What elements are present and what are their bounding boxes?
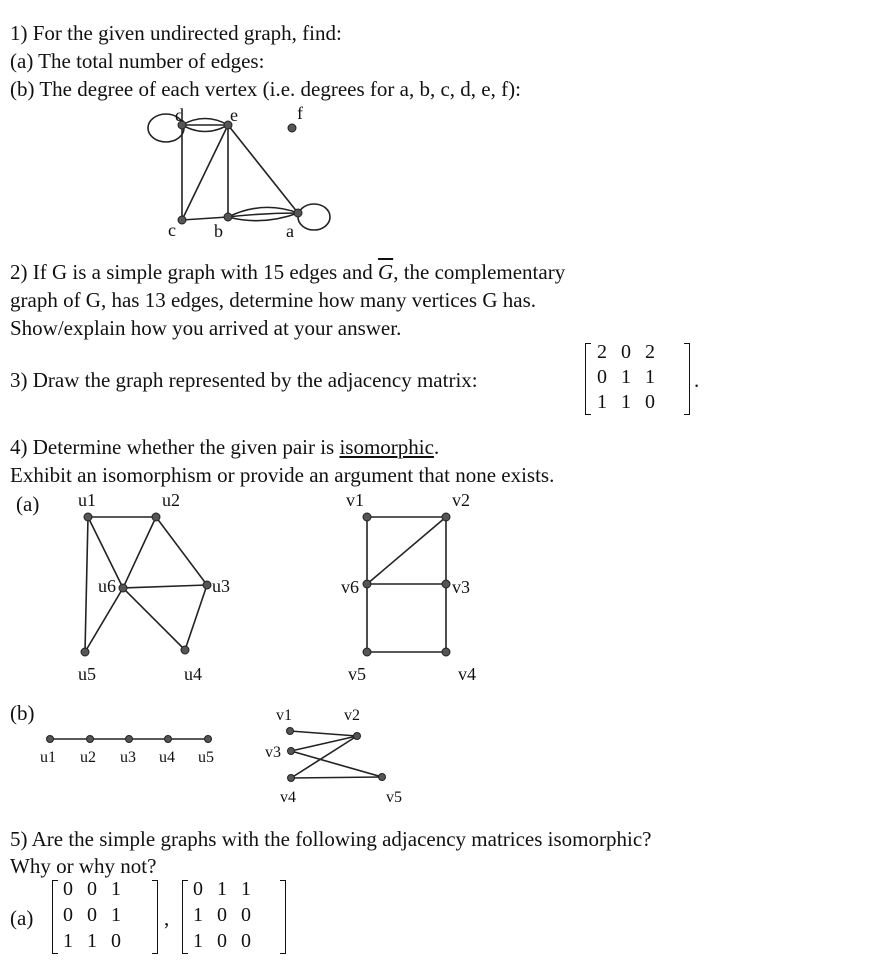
q4b-vertex-u1 — [47, 736, 54, 743]
q4b-vertex-u5 — [205, 736, 212, 743]
q4-part-a-label: (a) — [16, 492, 40, 516]
q4b-edge-v2v4 — [291, 736, 357, 778]
q1-part-a: (a) The total number of edges: — [10, 49, 265, 73]
q4b-label-v3: v3 — [265, 744, 281, 761]
q4b-label-v4: v4 — [280, 789, 296, 806]
q1-title: 1) For the given undirected graph, find: — [10, 21, 342, 45]
q4a-label-u5: u5 — [78, 664, 96, 684]
q5-line1: 5) Are the simple graphs with the following adjacency matrices isomorphic? — [10, 827, 652, 851]
q4a-label-u6: u6 — [98, 576, 116, 596]
q4b-vertex-v2 — [354, 733, 361, 740]
q4a-label-v4: v4 — [458, 664, 476, 684]
q1-label-d: d — [175, 105, 184, 125]
q1-label-e: e — [230, 105, 238, 125]
q4a-label-u4: u4 — [184, 664, 202, 684]
q4b-label-v2: v2 — [344, 707, 360, 724]
q4b-vertex-v5 — [379, 774, 386, 781]
q5-comma: , — [164, 906, 170, 930]
q4a-label-v2: v2 — [452, 490, 470, 510]
q3-period: . — [694, 368, 700, 392]
q2-gbar: $\overline{G}$ — [378, 260, 394, 284]
q4b-vertex-u2 — [87, 736, 94, 743]
q4a-label-v5: v5 — [348, 664, 366, 684]
q4b-label-u3: u3 — [120, 749, 136, 766]
q4b-edge-v3v5 — [291, 751, 382, 777]
q4b-vertex-v4 — [288, 775, 295, 782]
q4-line2: Exhibit an isomorphism or provide an argument that none exists. — [10, 463, 555, 487]
q1-label-f: f — [297, 103, 303, 123]
q4a-label-v3: v3 — [452, 577, 470, 597]
q4-part-b-label: (b) — [10, 701, 35, 725]
q3-text: 3) Draw the graph represented by the adjacency matrix: — [10, 368, 478, 392]
q2-line1: 2) If G is a simple graph with 15 edges and $\overline{G}$, the complementary — [10, 260, 566, 284]
q4b-edge-v4v5 — [291, 777, 382, 778]
q4a-label-u3: u3 — [212, 576, 230, 596]
q4b-label-u2: u2 — [80, 749, 96, 766]
q4b-label-u1: u1 — [40, 749, 56, 766]
q5-line2: Why or why not? — [10, 854, 157, 878]
q4b-vertex-v3 — [288, 748, 295, 755]
q4a-label-u1: u1 — [78, 490, 96, 510]
q5-part-a-label: (a) — [10, 906, 34, 930]
q5-matrix2-bracket-right — [280, 880, 286, 954]
q4b-label-v5: v5 — [386, 789, 402, 806]
q5-matrix1-bracket-right — [152, 880, 158, 954]
q2-line2: graph of G, has 13 edges, determine how many vertices G has. — [10, 288, 537, 312]
q4b-label-v1: v1 — [276, 707, 292, 724]
q1-part-b: (b) The degree of each vertex (i.e. degrees for a, b, c, d, e, f): — [10, 77, 521, 101]
q4b-edge-v1v2 — [290, 731, 357, 736]
q4-isomorphic: isomorphic — [339, 435, 434, 459]
q4-line1: 4) Determine whether the given pair is isomorphic. — [10, 435, 440, 459]
q4a-label-v6: v6 — [341, 577, 359, 597]
q4b-edge-v3v2 — [291, 736, 357, 751]
q1-label-a: a — [286, 221, 294, 241]
q4a-label-v1: v1 — [346, 490, 364, 510]
q4b-label-u4: u4 — [159, 749, 175, 766]
q4b-vertex-u3 — [126, 736, 133, 743]
q4b-vertex-v1 — [287, 728, 294, 735]
q4b-vertex-u4 — [165, 736, 172, 743]
q2-line3: Show/explain how you arrived at your answer. — [10, 316, 402, 340]
q4a-label-u2: u2 — [162, 490, 180, 510]
q1-label-c: c — [168, 220, 176, 240]
q4b-label-u5: u5 — [198, 749, 214, 766]
q1-label-b: b — [214, 221, 223, 241]
